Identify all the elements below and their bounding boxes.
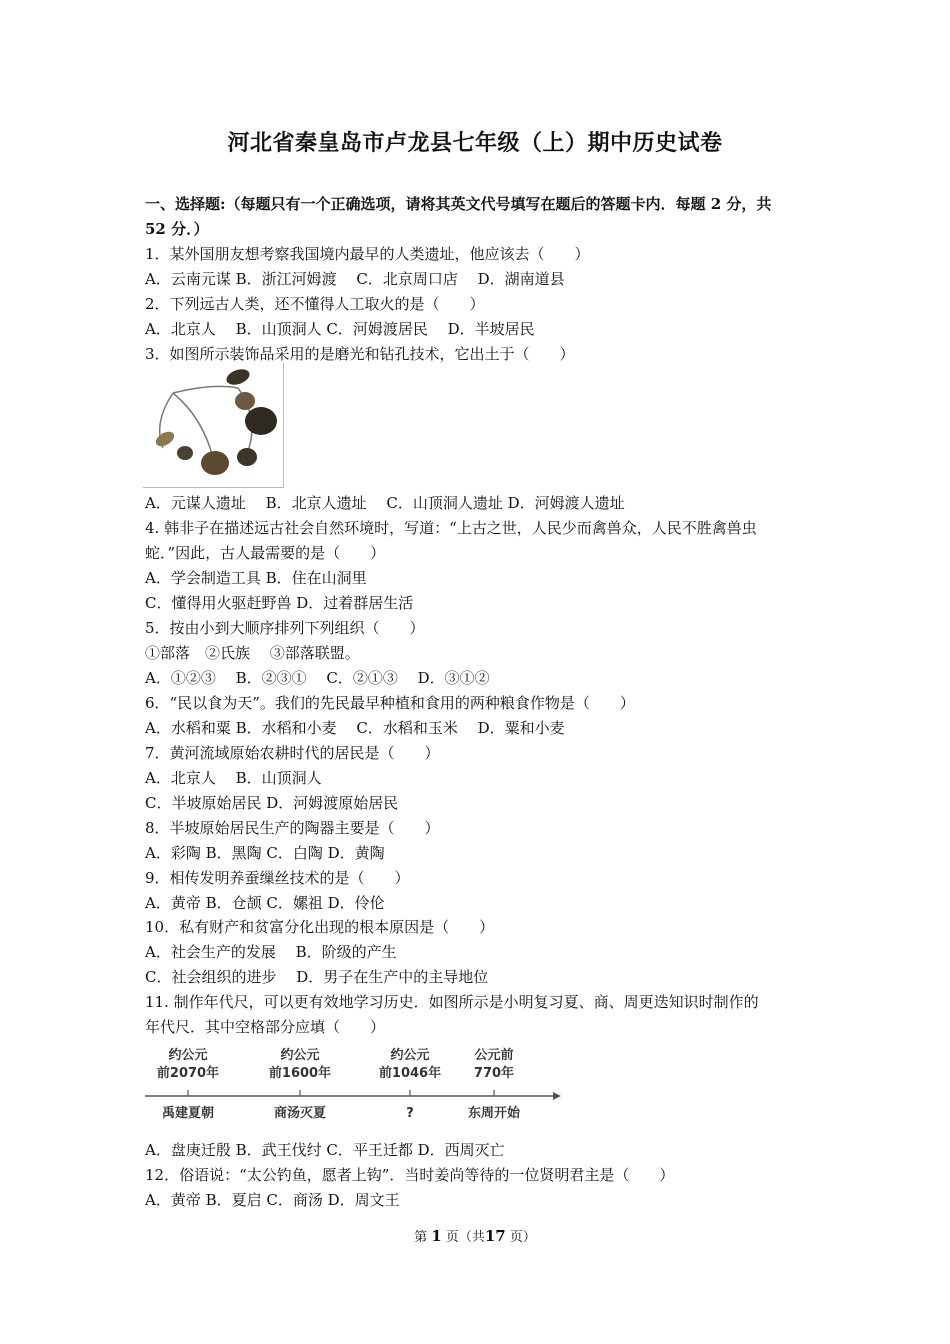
question-9: 9．相传发明养蚕缫丝技术的是（ ） (145, 869, 410, 887)
timeline-axis (143, 1087, 563, 1105)
question-4-options-1: A．学会制造工具 B．住在山洞里 (145, 569, 367, 587)
question-10-options-2: C．社会组织的进步 D．男子在生产中的主导地位 (145, 968, 489, 986)
page-total: 17 (484, 1227, 506, 1245)
question-4-options-2: C．懂得用火驱赶野兽 D．过着群居生活 (145, 594, 414, 612)
question-12: 12．俗语说：“太公钓鱼，愿者上钩”．当时姜尚等待的一位贤明君主是（ ） (145, 1166, 675, 1184)
timeline-event-blank: ? (406, 1106, 414, 1121)
page-footer: 第 1 页（共17 页） (414, 1227, 536, 1245)
question-12-options: A．黄帝 B．夏启 C．商汤 D．周文王 (145, 1191, 400, 1209)
question-6-options: A．水稻和粟 B．水稻和小麦 C．水稻和玉米 D．粟和小麦 (145, 719, 565, 737)
page-number: 1 (431, 1227, 442, 1245)
question-11: 11. 制作年代尺，可以更有效地学习历史．如图所示是小明复习夏、商、周更迭知识时制作的 (145, 993, 759, 1011)
question-8-options: A．彩陶 B．黑陶 C．白陶 D．黄陶 (145, 844, 385, 862)
question-10: 10．私有财产和贫富分化出现的根本原因是（ ） (145, 918, 495, 936)
timeline-event-4: 东周开始 (467, 1106, 520, 1121)
timeline-event-2: 商汤灭夏 (273, 1106, 326, 1121)
section-heading-line2: 52 分．） (145, 220, 209, 238)
question-5-options: A．①②③ B．②③① C．②①③ D．③①② (145, 669, 490, 687)
question-7-options-2: C．半坡原始居民 D．河姆渡原始居民 (145, 794, 399, 812)
timeline-date-4: 公元前 770年 (473, 1048, 515, 1081)
section-heading (145, 192, 810, 242)
question-5: 5．按由小到大顺序排列下列组织（ ） (145, 619, 425, 637)
question-1: 1．某外国朋友想考察我国境内最早的人类遗址，他应该去（ ） (145, 245, 590, 263)
question-4-cont: 蛇．”因此，古人最需要的是（ ） (145, 544, 386, 562)
timeline-date-2: 约公元 前1600年 (268, 1048, 332, 1081)
question-11-cont: 年代尺．其中空格部分应填（ ） (145, 1018, 386, 1036)
timeline-date-1: 约公元 前2070年 (156, 1048, 220, 1081)
question-3: 3．如图所示装饰品采用的是磨光和钻孔技术，它出土于（ ） (145, 345, 575, 363)
section-heading-line1: 一、选择题:（每题只有一个正确选项，请将其英文代号填写在题后的答题卡内．每题 2 分，共 (145, 195, 772, 213)
question-10-options-1: A．社会生产的发展 B．阶级的产生 (145, 943, 397, 961)
question-6: 6．“民以食为天”。我们的先民最早种植和食用的两种粮食作物是（ ） (145, 694, 635, 712)
question-1-options: A．云南元谋 B．浙江河姆渡 C．北京周口店 D．湖南道县 (145, 270, 565, 288)
question-7-options-1: A．北京人 B．山顶洞人 (145, 769, 322, 787)
question-5-items: ①部落 ②氏族 ③部落联盟。 (145, 644, 360, 662)
page-title: 河北省秦皇岛市卢龙县七年级（上）期中历史试卷 (227, 131, 723, 156)
question-11-options: A．盘庚迁殷 B．武王伐纣 C．平王迁都 D．西周灭亡 (145, 1141, 505, 1159)
question-2-options: A．北京人 B．山顶洞人 C．河姆渡居民 D．半坡居民 (145, 320, 535, 338)
question-3-options: A．元谋人遗址 B．北京人遗址 C．山顶洞人遗址 D．河姆渡人遗址 (145, 494, 625, 512)
timeline-figure (143, 1043, 563, 1127)
timeline-date-3: 约公元 前1046年 (378, 1048, 442, 1081)
question-8: 8．半坡原始居民生产的陶器主要是（ ） (145, 819, 440, 837)
timeline-event-1: 禹建夏朝 (161, 1106, 214, 1121)
question-2: 2．下列远古人类，还不懂得人工取火的是（ ） (145, 295, 485, 313)
question-4: 4. 韩非子在描述远古社会自然环境时，写道：“上古之世，人民少而禽兽众，人民不胜禽兽虫 (145, 519, 757, 537)
ornament-figure (143, 363, 284, 488)
question-7: 7．黄河流域原始农耕时代的居民是（ ） (145, 744, 440, 762)
question-9-options: A．黄帝 B．仓颉 C．嫘祖 D．伶伦 (145, 894, 385, 912)
